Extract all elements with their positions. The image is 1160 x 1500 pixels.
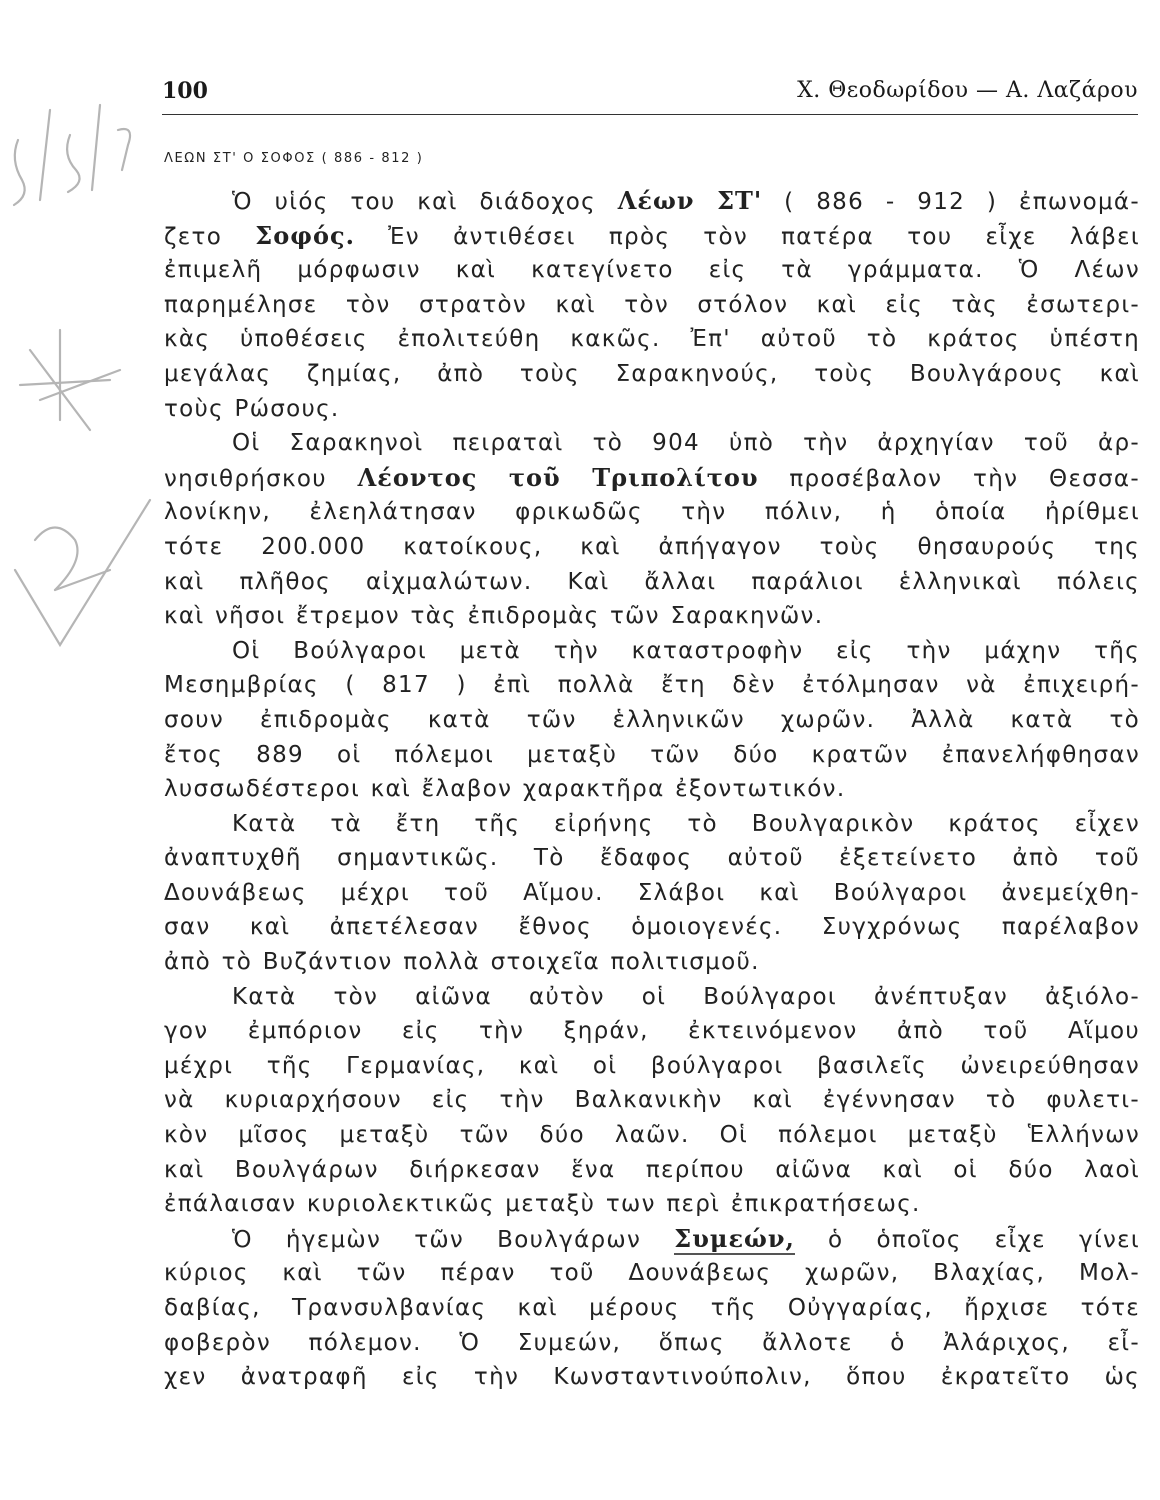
text-line: Οἱ Σαρακηνοὶ πειραταὶ τὸ 904 ὑπὸ τὴν ἀρχηγίαν τοῦ ἀρ-: [232, 430, 1140, 457]
text-line: δαβίας, Τρανσυλβανίας καὶ μέρους τῆς Οὐγγαρίας, ἤρχισε τότε: [164, 1295, 1140, 1321]
text-line: Μεσημβρίας ( 817 ) ἐπὶ πολλὰ ἔτη δὲν ἐτόλμησαν νὰ ἐπιχειρή-: [164, 672, 1140, 699]
text-line: ἔτος 889 οἱ πόλεμοι μεταξὺ τῶν δύο κρατῶν ἐπανελήφθησαν: [164, 741, 1140, 768]
handwritten-margin-marks: [0, 100, 160, 660]
pencil-stroke: [40, 370, 120, 400]
text-line: ἐπιμελῆ μόρφωσιν καὶ κατεγίνετο εἰς τὰ γράμματα. Ὁ Λέων: [164, 257, 1140, 284]
body-text: [164, 184, 1140, 1395]
text-line: Κατὰ τὸν αἰῶνα αὐτὸν οἱ Βούλγαροι ἀνέπτυξαν ἀξιόλο-: [232, 983, 1140, 1010]
pencil-stroke: [67, 135, 79, 192]
pencil-stroke: [92, 105, 100, 190]
text-line: φοβερὸν πόλεμον. Ὁ Συμεών, ὅπως ἄλλοτε ὁ Ἀλάριχος, εἶ-: [164, 1329, 1140, 1356]
text-line: γον ἐμπόριον εἰς τὴν ξηράν, ἐκτεινόμενον ἀπὸ τοῦ Αἵμου: [164, 1018, 1140, 1045]
text-line: ζετο Σοφός. Ἐν ἀντιθέσει πρὸς τὸν πατέρα του εἶχε λάβει: [164, 220, 1140, 250]
running-head: Χ. Θεοδωρίδου — Α. Λαζάρου: [797, 78, 1138, 103]
bold-name-underlined: Συμεών,: [674, 1223, 795, 1253]
text-line: σαν καὶ ἀπετέλεσαν ἔθνος ὁμοιογενές. Συγχρόνως παρέλαβον: [164, 914, 1140, 941]
bold-name: Σοφός.: [255, 220, 355, 250]
pencil-stroke: [118, 129, 130, 170]
text-line: κὸν μῖσος μεταξὺ τῶν δύο λαῶν. Οἱ πόλεμοι μεταξὺ Ἑλλήνων: [164, 1122, 1140, 1149]
page-header: [162, 78, 1138, 114]
text-line: τοὺς Ρώσους.: [164, 395, 340, 422]
section-heading: ΛΕΩΝ ΣΤ' Ο ΣΟΦΟΣ ( 886 - 812 ): [164, 151, 424, 166]
text-line: μέχρι τῆς Γερμανίας, καὶ οἱ βούλγαροι βασιλεῖς ὠνειρεύθησαν: [164, 1052, 1140, 1079]
text-line: ἀναπτυχθῆ σημαντικῶς. Τὸ ἔδαφος αὐτοῦ ἐξετείνετο ἀπὸ τοῦ: [164, 845, 1140, 872]
text-line: Ὁ ἡγεμὼν τῶν Βουλγάρων Συμεών, ὁ ὁποῖος εἶχε γίνει: [232, 1223, 1140, 1253]
text-line: Κατὰ τὰ ἔτη τῆς εἰρήνης τὸ Βουλγαρικὸν κράτος εἶχεν: [232, 810, 1140, 837]
page-number: 100: [162, 78, 208, 104]
bold-name: Λέων ΣΤ': [617, 186, 763, 215]
text-line: νὰ κυριαρχήσουν εἰς τὴν Βαλκανικὴν καὶ ἐγέννησαν τὸ φυλετι-: [164, 1087, 1140, 1114]
text-line: καὶ πλῆθος αἰχμαλώτων. Καὶ ἄλλαι παράλιοι ἑλληνικαὶ πόλεις: [164, 568, 1140, 595]
text-line: ἐπάλαισαν κυριολεκτικῶς μεταξὺ των περὶ ἐπικρατήσεως.: [164, 1191, 921, 1218]
text-line: παρημέλησε τὸν στρατὸν καὶ τὸν στόλον καὶ εἰς τὰς ἐσωτερι-: [164, 291, 1140, 318]
text-line: Ὁ υἱός του καὶ διάδοχος Λέων ΣΤ' ( 886 - 912 ) ἐπωνομά-: [232, 186, 1140, 215]
pencil-stroke: [14, 140, 25, 205]
text-line: μεγάλας ζημίας, ἀπὸ τοὺς Σαρακηνούς, τοὺς Βουλγάρους καὶ: [164, 360, 1140, 387]
pencil-stroke: [40, 110, 50, 200]
text-line: λονίκην, ἐλεηλάτησαν φρικωδῶς τὴν πόλιν, ἡ ὁποία ἠρίθμει: [164, 499, 1140, 526]
text-line: λυσσωδέστεροι καὶ ἔλαβον χαρακτῆρα ἐξοντωτικόν.: [164, 776, 846, 803]
header-rule: [162, 114, 1138, 115]
text-line: τότε 200.000 κατοίκους, καὶ ἀπήγαγον τοὺς θησαυρούς της: [164, 533, 1140, 560]
text-line: ἀπὸ τὸ Βυζάντιον πολλὰ στοιχεῖα πολιτισμοῦ.: [164, 949, 760, 976]
bold-name: Λέοντος τοῦ Τριπολίτου: [357, 462, 759, 492]
pencil-stroke: [20, 380, 110, 385]
text-line: κύριος καὶ τῶν πέραν τοῦ Δουνάβεως χωρῶν, Βλαχίας, Μολ-: [164, 1260, 1140, 1287]
text-line: χεν ἀνατραφῆ εἰς τὴν Κωνσταντινούπολιν, ὅπου ἐκρατεῖτο ὡς: [164, 1364, 1140, 1391]
text-line: κὰς ὑποθέσεις ἐπολιτεύθη κακῶς. Ἐπ' αὐτοῦ τὸ κράτος ὑπέστη: [164, 326, 1140, 353]
text-line: σουν ἐπιδρομὰς κατὰ τῶν ἑλληνικῶν χωρῶν. Ἀλλὰ κατὰ τὸ: [164, 706, 1140, 733]
text-line: Οἱ Βούλγαροι μετὰ τὴν καταστροφὴν εἰς τὴν μάχην τῆς: [232, 637, 1140, 664]
pencil-stroke: [35, 528, 78, 591]
text-line: νησιθρήσκου Λέοντος τοῦ Τριπολίτου προσέβαλον τὴν Θεσσα-: [164, 462, 1140, 492]
text-line: καὶ νῆσοι ἔτρεμον τὰς ἐπιδρομὰς τῶν Σαρακηνῶν.: [164, 603, 824, 630]
pencil-stroke: [15, 500, 150, 645]
text-line: καὶ Βουλγάρων διήρκεσαν ἕνα περίπου αἰῶνα καὶ οἱ δύο λαοὶ: [164, 1156, 1140, 1183]
text-line: Δουνάβεως μέχρι τοῦ Αἵμου. Σλάβοι καὶ Βούλγαροι ἀνεμείχθη-: [164, 879, 1140, 906]
